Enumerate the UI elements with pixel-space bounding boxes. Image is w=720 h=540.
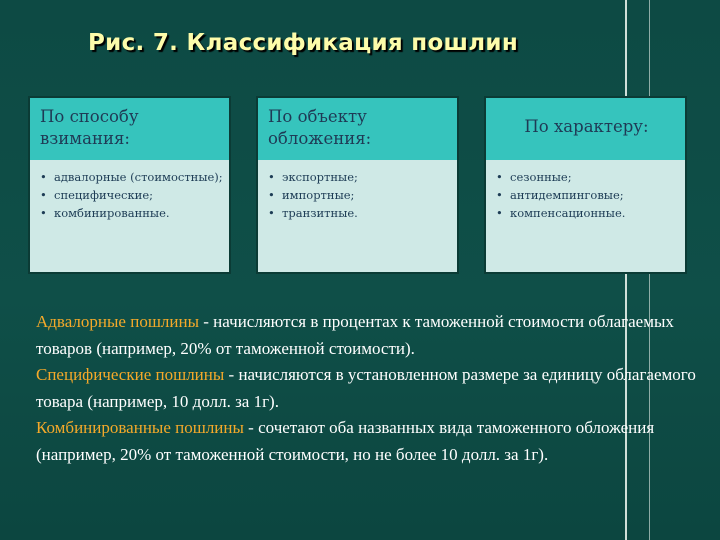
card-character [484,96,687,274]
term-label: Адвалорные пошлины [36,312,200,331]
card-list [38,170,223,221]
list-item: • адвалорные (стоимостные); [38,170,223,185]
definition-paragraph [36,309,706,362]
list-item: • специфические; [38,188,223,203]
term-label: Комбинированные пошлины [36,418,244,437]
card-body [258,160,457,272]
slide-title: Рис. 7. Классификация пошлин [88,30,519,56]
list-item: • комбинированные. [38,206,223,221]
list-item: • сезонные; [494,170,679,185]
definition-paragraph [36,415,706,468]
definition-paragraph [36,362,706,415]
list-item: • транзитные. [266,206,451,221]
definition-text: - начисляются в процентах к таможенной стоимости облагаемых товаров (например, 20% от таможенной стоимости). [36,312,674,358]
card-heading: По способу взимания: [30,98,229,160]
list-item: • импортные; [266,188,451,203]
definition-text: - сочетают оба названных вида таможенного обложения (например, 20% от таможенной стоимости, но не более 10 долл. за 1г). [36,418,655,464]
list-item: • антидемпинговые; [494,188,679,203]
list-item: • экспортные; [266,170,451,185]
definition-text: - начисляются в установленном размере за единицу облагаемого товара (например, 10 долл. за 1г). [36,365,696,411]
card-taxation-object [256,96,459,274]
card-body [30,160,229,272]
card-heading: По объекту обложения: [258,98,457,160]
term-label: Специфические пошлины [36,365,225,384]
definitions-text [36,309,706,468]
card-list [494,170,679,221]
card-collection-method [28,96,231,274]
list-item: • компенсационные. [494,206,679,221]
card-body [486,160,685,272]
card-heading: По характеру: [486,98,685,160]
card-list [266,170,451,221]
